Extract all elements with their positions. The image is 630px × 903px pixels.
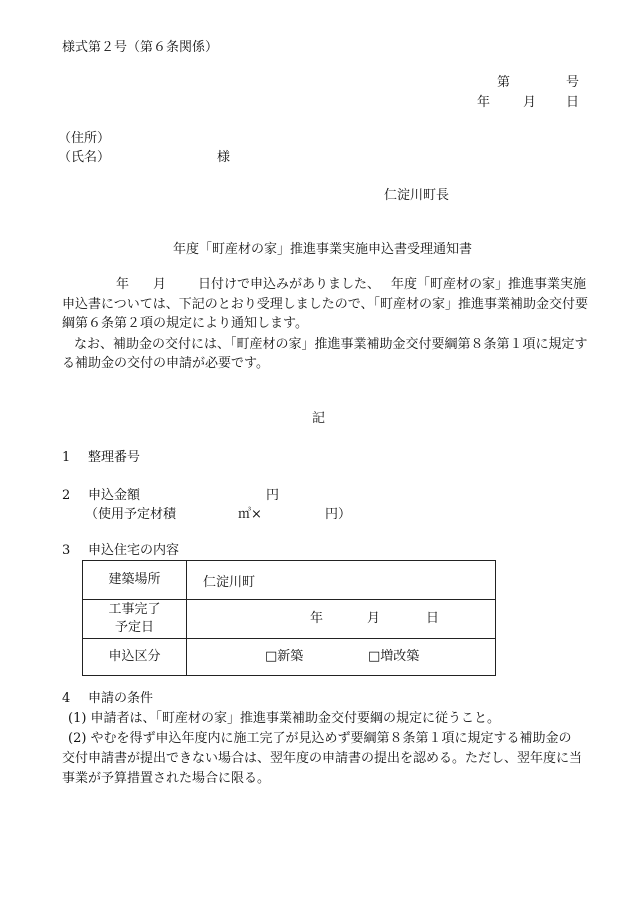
body-day-text: 日付けで申込みがありました、 bbox=[198, 277, 381, 292]
item2-label: 申込金額 bbox=[88, 488, 141, 503]
building-location-label: 建築場所 bbox=[83, 561, 187, 600]
completion-date-label-line2: 予定日 bbox=[114, 620, 154, 635]
body-month: 月 bbox=[153, 277, 167, 292]
completion-date-label-line1: 工事完了 bbox=[108, 602, 161, 617]
extension-option[interactable] bbox=[368, 649, 419, 665]
doc-number-dai: 第 bbox=[497, 75, 511, 90]
item4-label: 申請の条件 bbox=[88, 691, 154, 706]
condition-2-line3: 事業が予算措置された場合に限る。 bbox=[62, 771, 271, 786]
item2-sub-suffix: 円） bbox=[325, 507, 352, 522]
housing-content-table bbox=[82, 560, 496, 676]
completion-date-label bbox=[83, 600, 187, 639]
table-row bbox=[83, 639, 496, 676]
completion-date-value bbox=[187, 600, 496, 639]
recipient-honorific: 様 bbox=[217, 150, 231, 165]
checkbox-icon[interactable]: □ bbox=[368, 649, 381, 664]
recipient-name-label: （氏名） bbox=[58, 150, 111, 165]
application-type-value bbox=[187, 639, 496, 676]
document-title: 年度「町産材の家」推進事業実施申込書受理通知書 bbox=[173, 242, 473, 257]
completion-year: 年 bbox=[310, 611, 324, 626]
form-id: 様式第２号（第６条関係） bbox=[62, 40, 219, 55]
table-row bbox=[83, 600, 496, 639]
item3-label: 申込住宅の内容 bbox=[88, 543, 180, 558]
doc-number-go: 号 bbox=[566, 75, 580, 90]
extension-label: 増改築 bbox=[380, 649, 420, 664]
recipient-address-label: （住所） bbox=[58, 131, 111, 146]
item4-number: 4 bbox=[62, 691, 71, 706]
note-line1: なお、補助金の交付には、「町産材の家」推進事業補助金交付要綱第８条第１項に規定す bbox=[74, 337, 588, 352]
condition-1: (1) 申請者は、「町産材の家」推進事業補助金交付要綱の規定に従うこと。 bbox=[68, 711, 501, 726]
application-type-label: 申込区分 bbox=[83, 639, 187, 676]
building-location-value: 仁淀川町 bbox=[187, 561, 496, 600]
body-year: 年 bbox=[116, 277, 130, 292]
body-line2: 申込書については、下記のとおり受理しましたので、「町産材の家」推進事業補助金交付要 bbox=[62, 297, 588, 312]
item2-yen: 円 bbox=[266, 488, 280, 503]
ki-heading: 記 bbox=[312, 411, 326, 426]
item2-sub-unit: ㎥× bbox=[238, 507, 262, 522]
item3-number: 3 bbox=[62, 543, 71, 558]
item1-number: 1 bbox=[62, 450, 71, 465]
new-build-label: 新築 bbox=[277, 649, 304, 664]
new-build-option[interactable] bbox=[265, 649, 303, 665]
note-line2: る補助金の交付の申請が必要です。 bbox=[62, 356, 269, 371]
condition-2-line2: 交付申請書が提出できない場合は、翌年度の申請書の提出を認める。ただし、翌年度に当 bbox=[62, 751, 583, 766]
condition-2-line1: (2) やむを得ず申込年度内に施工完了が見込めず要綱第８条第１項に規定する補助金の bbox=[68, 731, 572, 746]
sender-name: 仁淀川町長 bbox=[384, 188, 450, 203]
item2-number: 2 bbox=[62, 488, 71, 503]
doc-date-year: 年 bbox=[477, 95, 491, 110]
body-fiscal-text: 年度「町産材の家」推進事業実施 bbox=[391, 277, 587, 292]
item1-label: 整理番号 bbox=[88, 450, 141, 465]
table-row bbox=[83, 561, 496, 600]
doc-date-month: 月 bbox=[523, 95, 537, 110]
item2-sub-prefix: （使用予定材積 bbox=[85, 507, 177, 522]
completion-month: 月 bbox=[367, 611, 381, 626]
checkbox-icon[interactable]: □ bbox=[265, 649, 278, 664]
completion-day: 日 bbox=[426, 611, 440, 626]
body-line3: 綱第６条第２項の規定により通知します。 bbox=[62, 316, 308, 331]
doc-date-day: 日 bbox=[566, 95, 580, 110]
